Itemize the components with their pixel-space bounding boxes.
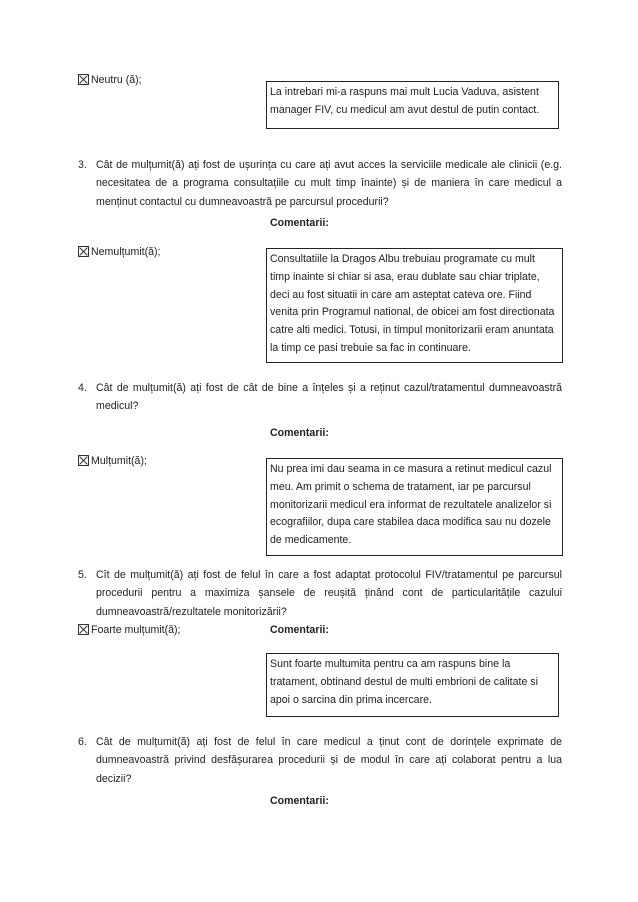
comments-label: Comentarii:: [270, 427, 329, 439]
option-neutral[interactable]: [78, 74, 142, 86]
question-number: 4.: [78, 382, 87, 394]
checked-checkbox-icon[interactable]: [78, 624, 89, 635]
question-4: [78, 379, 562, 416]
option-label: Neutru (ă);: [91, 74, 142, 86]
checked-checkbox-icon[interactable]: [78, 455, 89, 466]
option-label: Nemulțumit(ă);: [91, 246, 161, 258]
option-very-satisfied[interactable]: [78, 624, 180, 636]
question-number: 3.: [78, 159, 87, 171]
comments-label: Comentarii:: [270, 795, 329, 807]
checked-checkbox-icon[interactable]: [78, 74, 89, 85]
option-label: Mulțumit(ă);: [91, 455, 147, 467]
comment-text: Nu prea imi dau seama in ce masura a retinut medicul cazul meu. Am primit o schema de tratament, iar pe parcursul monitorizarii medicul era informat de rezultatele analizelor si ecografiilor, dupa care stabilea daca modifica sau nu dozele de medicamente.: [270, 463, 552, 547]
comment-text: Sunt foarte multumita pentru ca am raspuns bine la tratament, obtinand destul de multi embrioni de calitate si apoi o sarcina din prima incercare.: [270, 658, 538, 706]
option-dissatisfied[interactable]: [78, 246, 160, 258]
comments-label: Comentarii:: [270, 624, 329, 636]
question-text: Cît de mulțumit(ă) ați fost de felul în care a fost adaptat protocolul FIV/tratamentul pe parcursul procedurii pentru a maximiza șansele de reușită ținând cont de particularitățile cazului dumneavoastră/rezultatele monitorizării?: [96, 569, 562, 618]
comment-box: [266, 81, 559, 129]
question-6: [78, 733, 562, 788]
comment-text: La intrebari mi-a raspuns mai mult Lucia Vaduva, asistent manager FIV, cu medicul am avut destul de putin contact.: [270, 86, 540, 116]
option-label: Foarte mulțumit(ă);: [91, 624, 181, 636]
question-5: [78, 566, 562, 621]
question-number: 5.: [78, 569, 87, 581]
option-satisfied[interactable]: [78, 455, 147, 467]
comment-box: [266, 653, 559, 717]
checked-checkbox-icon[interactable]: [78, 246, 89, 257]
question-3: [78, 156, 562, 211]
question-text: Cât de mulțumit(ă) ați fost de cât de bine a înțeles și a reținut cazul/tratamentul dumneavoastră medicul?: [96, 382, 562, 413]
comment-text: Consultatiile la Dragos Albu trebuiau programate cu mult timp inainte si chiar si asa, erau dublate sau chiar triplate, deci au fost situatii in care am asteptat cateva ore. Fiind venita prin Programul national, de obicei am fost directionata catre alti medici. Totusi, in timpul monitorizarii eram anuntata la timp ce pasi trebuie sa fac in continuare.: [270, 253, 555, 354]
question-text: Cât de mulțumit(ă) ați fost de ușurința cu care ați avut acces la serviciile medicale ale clinicii (e.g. necesitatea de a programa consultațiile cu mult timp înainte) și de maniera în care medicul a menținut contactul cu dumneavoastră pe parcursul procedurii?: [96, 159, 562, 208]
comments-label: Comentarii:: [270, 217, 329, 229]
comment-box: [266, 458, 563, 556]
question-number: 6.: [78, 736, 87, 748]
question-text: Cât de mulțumit(ă) ați fost de felul în care medicul a ținut cont de dorințele exprimate de dumneavoastră privind desfășurarea procedurii și de modul în care ați colaborat pentru a lua decizii?: [96, 736, 562, 785]
comment-box: [266, 248, 563, 363]
